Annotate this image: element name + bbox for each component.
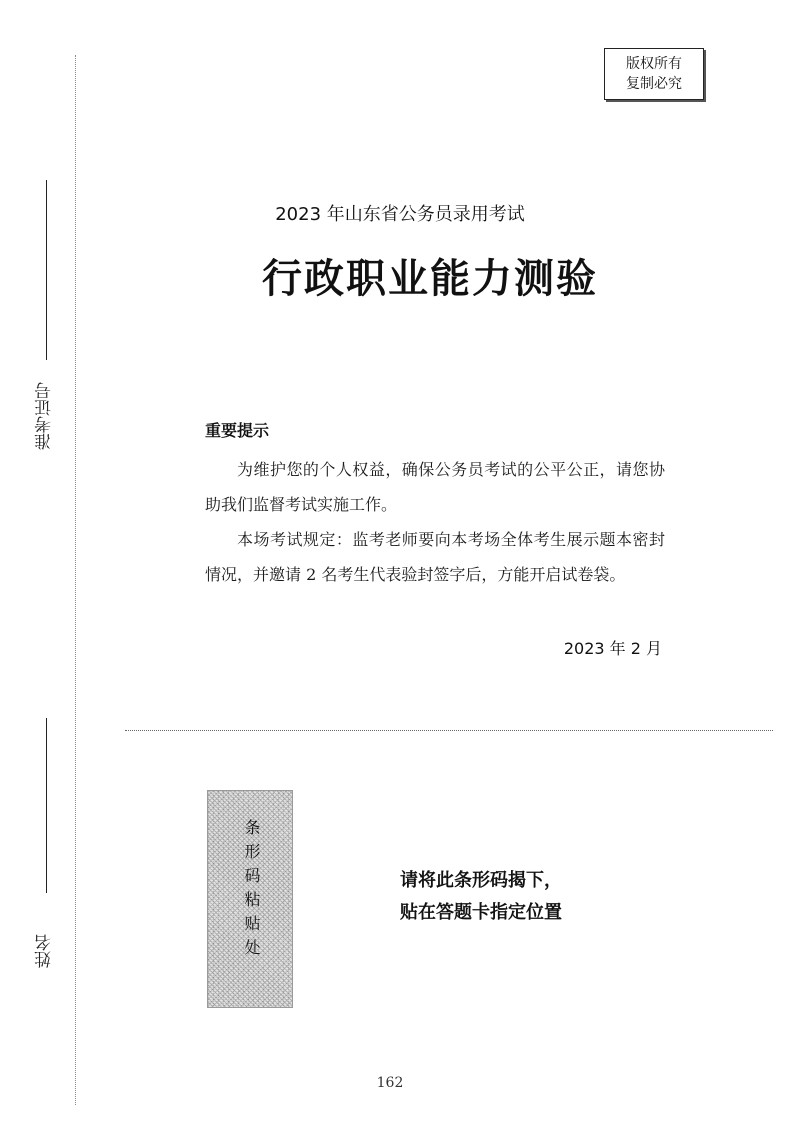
exam-subtitle: 2023 年山东省公务员录用考试 (275, 204, 525, 225)
name-underline (46, 718, 47, 893)
copyright-stamp (604, 48, 704, 100)
cut-line (125, 730, 773, 731)
notice-body (205, 452, 665, 592)
barcode-label: 条形码粘贴处 (242, 819, 261, 963)
name-field[interactable] (22, 718, 68, 968)
exam-id-label: 准考证号 (35, 382, 55, 450)
notice-date: 2023 年 2 月 (563, 639, 662, 658)
name-label: 姓名 (35, 934, 55, 968)
barcode-sticker[interactable] (207, 790, 293, 1008)
barcode-instruction-line-1: 请将此条形码揭下， (400, 870, 562, 891)
notice-heading: 重要提示 (205, 421, 270, 440)
barcode-instruction (400, 865, 562, 929)
notice-paragraph: 为维护您的个人权益，确保公务员考试的公平公正，请您协助我们监督考试实施工作。 (205, 460, 665, 514)
notice-paragraph: 本场考试规定：监考老师要向本考场全体考生展示题本密封情况，并邀请 2 名考生代表验封签字后，方能开启试卷袋。 (205, 530, 665, 584)
copyright-line-1: 版权所有 (626, 56, 682, 72)
barcode-instruction-line-2: 贴在答题卡指定位置 (400, 902, 562, 923)
page-number: 162 (376, 1075, 404, 1091)
exam-title: 行政职业能力测验 (262, 255, 598, 302)
copyright-line-2: 复制必究 (626, 76, 682, 92)
